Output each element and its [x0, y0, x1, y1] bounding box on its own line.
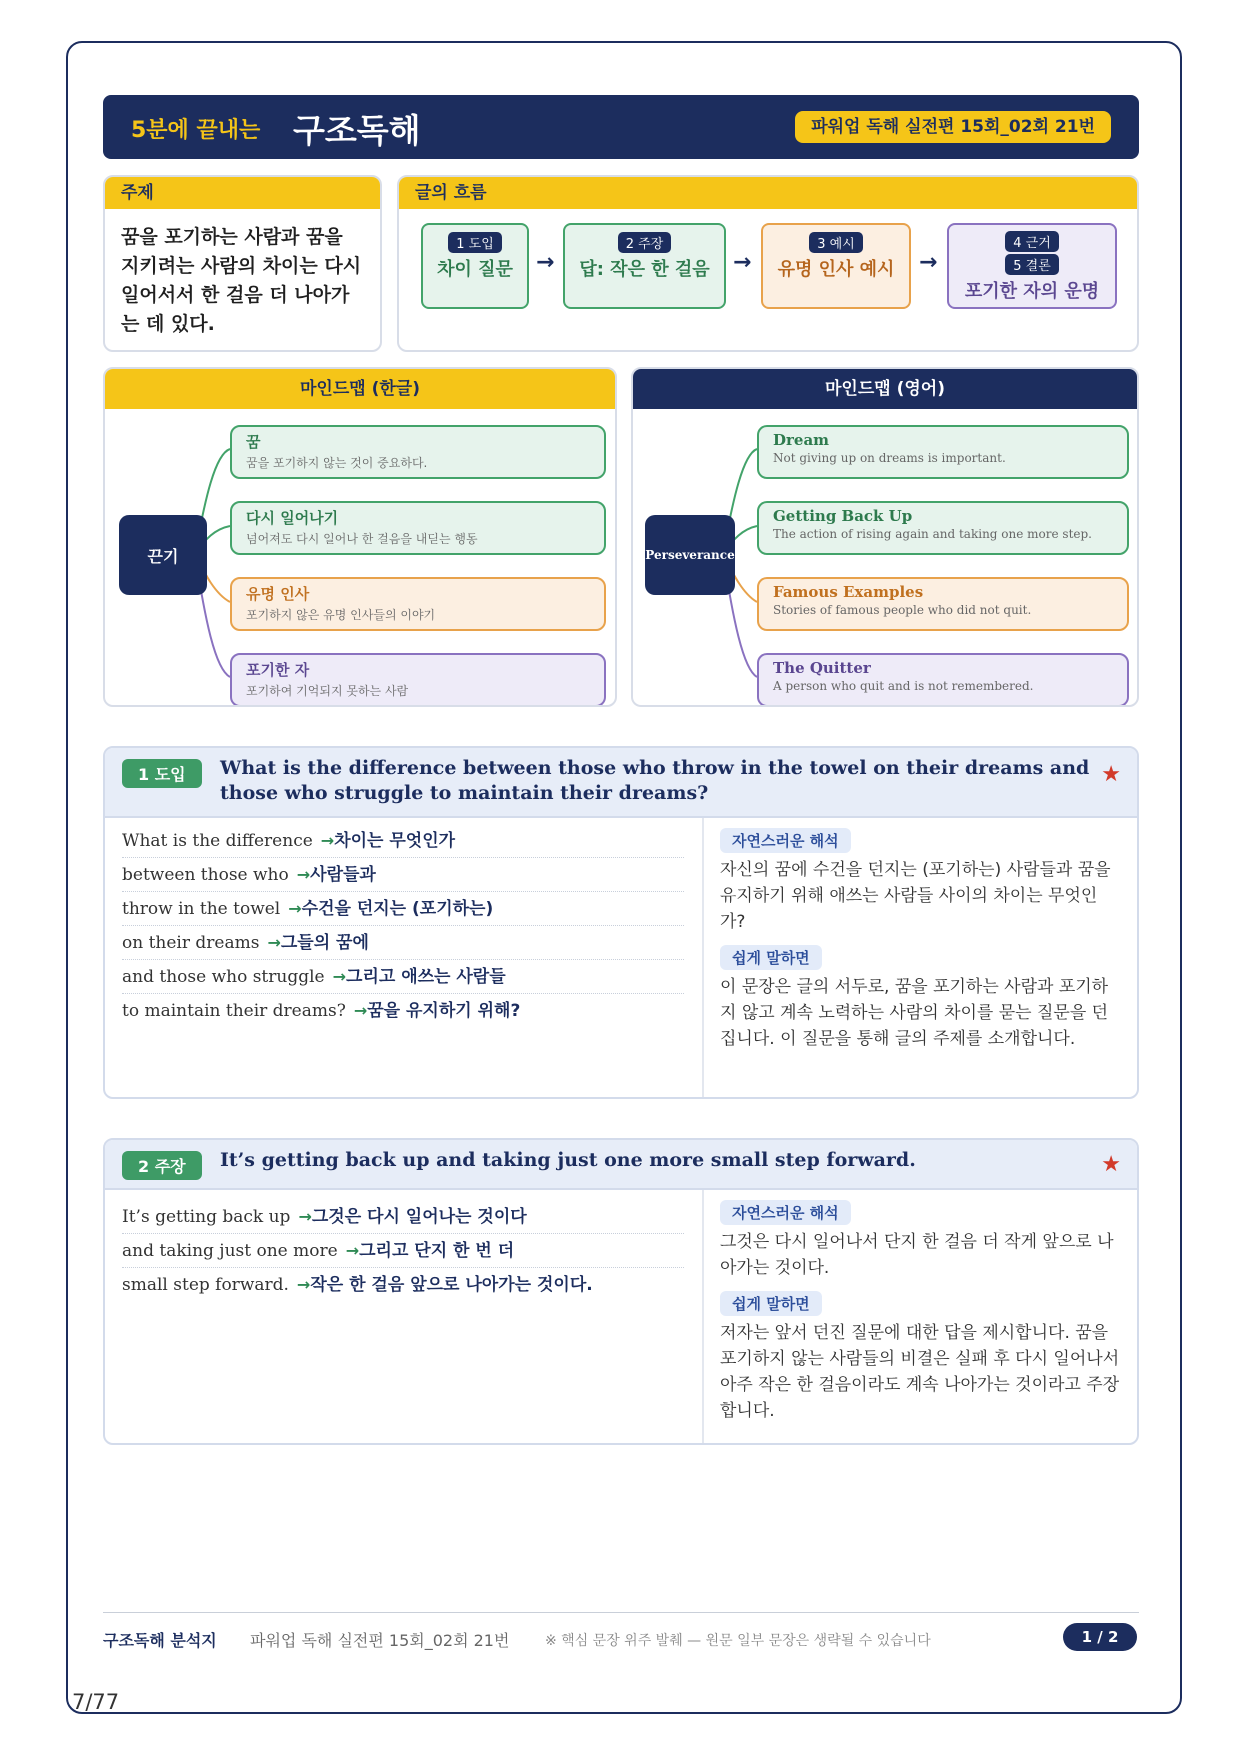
arrow-icon: →	[296, 865, 311, 884]
chunk-list	[105, 818, 701, 1028]
node-title: The Quitter	[773, 659, 871, 677]
flow-node-conclusion	[947, 223, 1117, 309]
flow-arrow: →	[536, 250, 555, 275]
chunk-row	[122, 892, 684, 926]
chunk-row	[122, 960, 684, 994]
chunk-ko: 그들의 꿈에	[280, 933, 369, 953]
flow-tag: 1 도입	[448, 232, 502, 253]
arrow-icon: →	[320, 831, 335, 850]
chunk-en: and those who struggle	[122, 967, 325, 987]
node-desc: A person who quit and is not remembered.	[773, 679, 1034, 693]
chunk-en: and taking just one more	[122, 1241, 338, 1261]
chunk-row	[122, 1268, 684, 1302]
node-title: 다시 일어나기	[246, 509, 339, 527]
natural-text: 자신의 꿈에 수건을 던지는 (포기하는) 사람들과 꿈을 유지하기 위해 애쓰는 사람들 사이의 차이는 무엇인가?	[720, 860, 1111, 932]
section-badge: 1 도입	[122, 759, 202, 788]
flow-node-intro	[421, 223, 529, 309]
chunk-list	[105, 1190, 701, 1302]
mindmap-ko-node-famous	[230, 577, 606, 631]
mindmap-ko-node-rise	[230, 501, 606, 555]
arrow-icon: →	[296, 1275, 311, 1294]
section-header	[105, 748, 1137, 818]
source-badge: 파워업 독해 실전편 15회_02회 21번	[795, 111, 1111, 143]
footer-source: 파워업 독해 실전편 15회_02회 21번	[250, 1631, 510, 1650]
chunk-row	[122, 926, 684, 960]
chunk-row	[122, 1200, 684, 1234]
chunk-ko: 꿈을 유지하기 위해?	[367, 1001, 521, 1021]
page-title: 구조독해	[293, 111, 421, 150]
node-title: Getting Back Up	[773, 507, 913, 525]
footer-note: ※ 핵심 문장 위주 발췌 — 원문 일부 문장은 생략될 수 있습니다	[545, 1633, 931, 1649]
flow-arrow: →	[919, 250, 938, 275]
node-title: 꿈	[246, 433, 261, 451]
node-title: 포기한 자	[246, 661, 310, 679]
flow-arrow: →	[733, 250, 752, 275]
footer-divider	[103, 1612, 1139, 1613]
interpretation-panel	[720, 828, 1120, 1062]
mindmap-en-heading: 마인드맵 (영어)	[633, 369, 1137, 409]
column-divider	[702, 818, 704, 1097]
chunk-row	[122, 858, 684, 892]
flow-heading: 글의 흐름	[399, 177, 1137, 209]
arrow-icon: →	[298, 1207, 312, 1226]
arrow-icon: →	[332, 967, 347, 986]
section-body	[105, 818, 1137, 1097]
easy-label: 쉽게 말하면	[720, 1291, 822, 1316]
document-page-number: 7/77	[72, 1690, 120, 1714]
chunk-row	[122, 1234, 684, 1268]
section-header	[105, 1140, 1137, 1190]
flow-box	[397, 175, 1139, 352]
section-intro	[103, 746, 1139, 1099]
node-desc: The action of rising again and taking one more step.	[773, 527, 1092, 541]
chunk-ko: 차이는 무엇인가	[334, 831, 456, 851]
mindmap-en-root: Perseverance	[645, 515, 735, 595]
mindmap-ko-root: 끈기	[119, 515, 207, 595]
node-title: Famous Examples	[773, 583, 924, 601]
mindmap-en	[631, 367, 1139, 707]
theme-box	[103, 175, 382, 352]
arrow-icon: →	[353, 1001, 368, 1020]
chunk-en: between those who	[122, 865, 289, 885]
flow-label: 포기한 자의 운명	[964, 281, 1100, 302]
mindmap-ko-heading: 마인드맵 (한글)	[105, 369, 615, 409]
easy-text: 저자는 앞서 던진 질문에 대한 답을 제시합니다. 꿈을 포기하지 않는 사람들의 비결은 실패 후 다시 일어나서 아주 작은 한 걸음이라도 계속 나아가는 것이라고 주장합니다.	[720, 1323, 1120, 1421]
title-prefix: 5분에 끝내는	[131, 118, 261, 143]
node-desc: 포기하여 기억되지 못하는 사람	[246, 684, 409, 698]
section-sentence: What is the difference between those who throw in the towel on their dreams and those who struggle to maintain their dreams?	[220, 757, 1090, 804]
star-icon: ★	[1101, 762, 1121, 787]
theme-text: 꿈을 포기하는 사람과 꿈을 지키려는 사람의 차이는 다시 일어서서 한 걸음 더 나아가는 데 있다.	[121, 226, 362, 335]
easy-text: 이 문장은 글의 서두로, 꿈을 포기하는 사람과 포기하지 않고 계속 노력하는 사람의 차이를 묻는 질문을 던집니다. 이 질문을 통해 글의 주제를 소개합니다.	[720, 977, 1109, 1049]
arrow-icon: →	[345, 1241, 360, 1260]
node-desc: Stories of famous people who did not quit.	[773, 603, 1032, 617]
column-divider	[702, 1190, 704, 1443]
mindmap-en-node-famous	[757, 577, 1129, 631]
easy-label: 쉽게 말하면	[720, 945, 822, 970]
node-desc: 꿈을 포기하지 않는 것이 중요하다.	[246, 456, 428, 470]
flow-node-example	[761, 223, 911, 309]
section-body	[105, 1190, 1137, 1443]
chunk-ko: 그리고 단지 한 번 더	[359, 1241, 515, 1261]
chunk-en: to maintain their dreams?	[122, 1001, 346, 1021]
node-title: Dream	[773, 431, 830, 449]
chunk-en: It’s getting back up	[122, 1207, 291, 1227]
flow-tag: 2 주장	[618, 232, 672, 253]
arrow-icon: →	[267, 933, 281, 952]
flow-label: 답: 작은 한 걸음	[579, 259, 710, 280]
interpretation-panel	[720, 1200, 1120, 1434]
chunk-ko: 수건을 던지는 (포기하는)	[301, 899, 494, 919]
section-sentence: It’s getting back up and taking just one more small step forward.	[220, 1149, 916, 1171]
mindmap-en-node-rise	[757, 501, 1129, 555]
node-title: 유명 인사	[246, 585, 310, 603]
section-claim	[103, 1138, 1139, 1445]
mindmap-ko-node-quitter	[230, 653, 606, 707]
chunk-row	[122, 994, 684, 1028]
mindmap-en-node-quitter	[757, 653, 1129, 707]
mindmap-ko	[103, 367, 617, 707]
flow-label: 차이 질문	[437, 259, 513, 280]
title-banner	[103, 95, 1139, 159]
chunk-en: throw in the towel	[122, 899, 281, 919]
flow-tag: 4 근거	[1005, 231, 1059, 252]
footer-brand: 구조독해 분석지	[103, 1631, 217, 1650]
chunk-en: small step forward.	[122, 1275, 289, 1295]
natural-text: 그것은 다시 일어나서 단지 한 걸음 더 작게 앞으로 나아가는 것이다.	[720, 1232, 1114, 1278]
chunk-row	[122, 824, 684, 858]
flow-tag: 3 예시	[809, 232, 863, 253]
flow-node-claim	[563, 223, 726, 309]
chunk-ko: 그것은 다시 일어나는 것이다	[311, 1207, 527, 1227]
chunk-ko: 작은 한 걸음 앞으로 나아가는 것이다.	[310, 1275, 593, 1295]
node-desc: 포기하지 않은 유명 인사들의 이야기	[246, 608, 436, 622]
chunk-en: What is the difference	[122, 831, 313, 851]
mindmap-ko-node-dream	[230, 425, 606, 479]
natural-label: 자연스러운 해석	[720, 1200, 851, 1225]
arrow-icon: →	[288, 899, 302, 918]
natural-label: 자연스러운 해석	[720, 828, 851, 853]
node-desc: 넘어져도 다시 일어나 한 걸음을 내딛는 행동	[246, 532, 478, 546]
node-desc: Not giving up on dreams is important.	[773, 451, 1006, 465]
chunk-ko: 사람들과	[310, 865, 376, 885]
star-icon: ★	[1101, 1152, 1121, 1177]
flow-tag: 5 결론	[1005, 254, 1059, 275]
mindmap-en-node-dream	[757, 425, 1129, 479]
page-indicator: 1 / 2	[1063, 1623, 1137, 1651]
section-badge: 2 주장	[122, 1151, 202, 1180]
chunk-ko: 그리고 애쓰는 사람들	[346, 967, 506, 987]
theme-heading: 주제	[105, 177, 380, 209]
chunk-en: on their dreams	[122, 933, 260, 953]
flow-label: 유명 인사 예시	[777, 259, 895, 280]
